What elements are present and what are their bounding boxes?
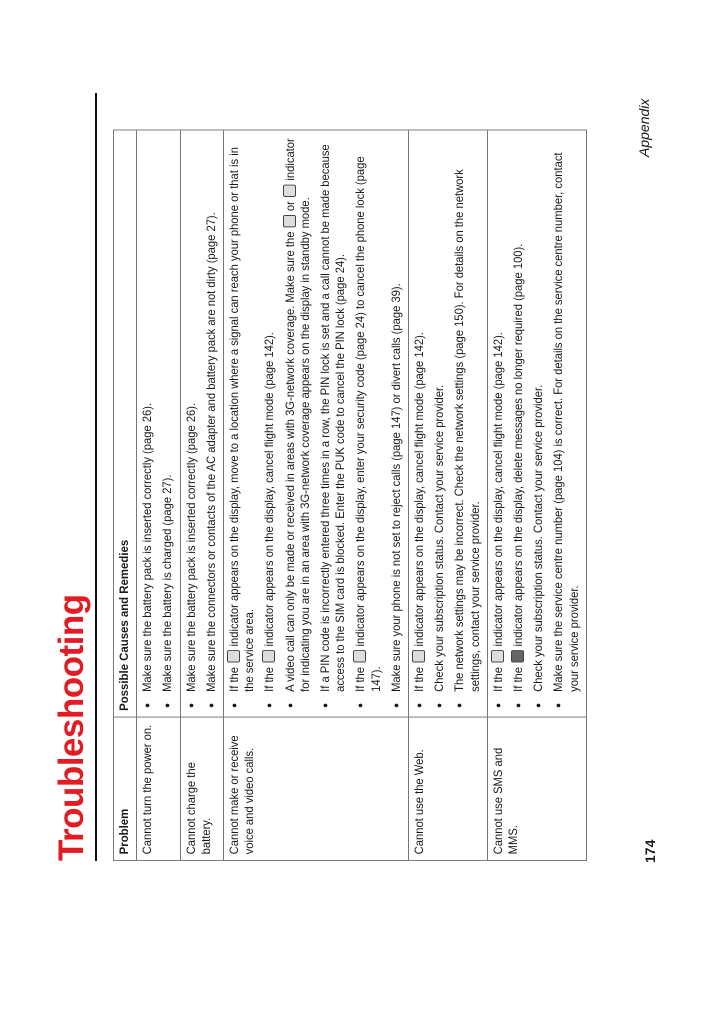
remedy-text: indicator appears on the display, move to a location where a signal can reach your phone or that is in the service area.: [227, 147, 257, 692]
remedy-text: indicator for indicating you are in an area with 3G-network coverage appears on the display in standby mode.: [282, 138, 312, 692]
remedy-text: If the: [511, 666, 526, 692]
remedy-text: The network settings may be incorrect. Check the network settings (page 150). For details on the network settings, contact your service provider.: [452, 169, 482, 692]
remedy-item: [389, 136, 404, 711]
table-row: [487, 130, 586, 861]
remedy-text: If the: [262, 666, 277, 692]
remedies-cell: [180, 130, 223, 717]
remedy-text: indicator appears on the display, enter your security code (page 24) to cancel the phone lock (page 147).: [353, 156, 383, 692]
phone-lock-icon: [353, 651, 366, 663]
remedy-text: Make sure the service centre number (page 104) is correct. For details on the service centre number, contact your service provider.: [551, 152, 581, 692]
page-number: 174: [642, 839, 658, 863]
remedy-item: [452, 136, 482, 711]
header-remedies: Possible Causes and Remedies: [114, 130, 137, 717]
remedy-text: indicator appears on the display, delete messages no longer required (page 100).: [511, 243, 526, 647]
remedy-item: [412, 136, 427, 711]
remedy-text: If the: [412, 666, 427, 692]
problem-cell: Cannot charge the battery.: [180, 717, 223, 860]
remedy-text: indicator appears on the display, cancel flight mode (page 142).: [490, 332, 505, 647]
memory-full-icon: [511, 651, 524, 663]
remedy-item: [511, 136, 526, 711]
troubleshooting-table: [113, 130, 587, 862]
page-title: Troubleshooting: [52, 594, 91, 861]
remedy-text: A video call can only be made or received in areas with 3G-network coverage. Make sure the: [282, 231, 297, 692]
flight-mode-icon: [491, 651, 504, 663]
table-row: [180, 130, 223, 861]
remedy-item: ● Make sure the battery is charged (page 27).: [160, 136, 175, 711]
remedies-cell: [409, 130, 488, 717]
flight-mode-icon: [262, 651, 275, 663]
no-signal-icon: [227, 651, 240, 663]
remedy-text: If a PIN code is incorrectly entered three times in a row, the PIN lock is set and a call cannot be made because access to the SIM card is blocked. Enter the PUK code to cancel the PIN lock (page 24).: [318, 144, 348, 692]
header-problem: Problem: [114, 717, 137, 860]
remedy-item: [531, 136, 546, 711]
remedy-item: [353, 136, 383, 711]
remedies-cell: [137, 130, 180, 717]
problem-cell: Cannot use SMS and MMS.: [487, 717, 586, 860]
remedy-item: ● Make sure the battery pack is inserted correctly (page 26).: [184, 136, 199, 711]
remedy-text: Check your subscription status. Contact your service provider.: [432, 384, 447, 692]
remedy-item: ● Make sure the connectors or contacts of the AC adapter and battery pack are not dirty (page 27).: [204, 136, 219, 711]
remedy-text: If the: [490, 666, 505, 692]
remedies-cell: [487, 130, 586, 717]
title-rule: [95, 93, 97, 861]
remedy-text: Check your subscription status. Contact your service provider.: [531, 384, 546, 692]
table-row: [224, 130, 409, 861]
problem-cell: Cannot use the Web.: [409, 717, 488, 860]
section-label: Appendix: [636, 98, 652, 157]
problem-cell: Cannot make or receive voice and video calls.: [224, 717, 409, 860]
remedy-text: indicator appears on the display, cancel flight mode (page 142).: [262, 332, 277, 647]
remedy-item: [318, 136, 348, 711]
table-row: [137, 130, 180, 861]
remedy-item: [491, 136, 506, 711]
remedy-text: Make sure your phone is not set to reject calls (page 147) or divert calls (page 39).: [388, 283, 403, 692]
remedy-item: [227, 136, 257, 711]
problem-cell: Cannot turn the power on.: [137, 717, 180, 860]
table-row: [409, 130, 488, 861]
remedy-text: If the: [227, 666, 242, 692]
remedy-text: indicator appears on the display, cancel flight mode (page 142).: [412, 332, 427, 647]
remedy-item: [551, 136, 581, 711]
3g-signal-icon: [283, 185, 296, 197]
remedies-cell: [224, 130, 409, 717]
remedy-text: or: [282, 201, 297, 212]
remedy-item: [432, 136, 447, 711]
3g-coverage-icon: [283, 215, 296, 227]
remedy-text: If the: [353, 666, 368, 692]
remedy-item: [283, 136, 313, 711]
table-header-row: [114, 130, 137, 861]
remedy-item: [262, 136, 277, 711]
remedy-item: ● Make sure the battery pack is inserted correctly (page 26).: [140, 136, 155, 711]
flight-mode-icon: [412, 651, 425, 663]
